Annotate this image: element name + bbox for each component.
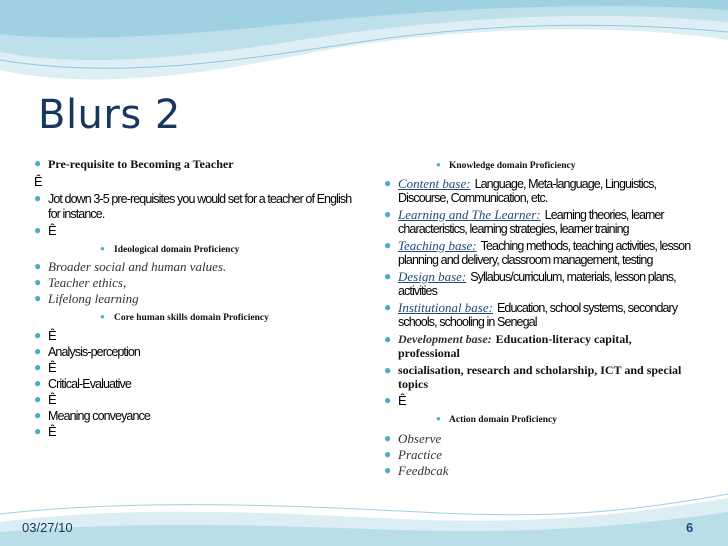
list-item: ● socialisation, research and scholarship, ICT and special topics bbox=[384, 363, 682, 391]
bullet-icon: ● bbox=[384, 269, 392, 283]
list-item: ● Lifelong learning bbox=[34, 291, 139, 306]
top-wave-decoration bbox=[0, 0, 728, 100]
slide-title: Blurs 2 bbox=[38, 92, 181, 138]
left-column bbox=[34, 156, 352, 440]
list-item: ● Ê bbox=[34, 328, 57, 343]
list-item: ● Analysis-perception bbox=[34, 344, 140, 359]
list-item: ● Pre-requisite to Becoming a Teacher bbox=[34, 156, 234, 171]
bullet-icon: ● bbox=[34, 328, 42, 342]
list-item: ● Practice bbox=[384, 447, 443, 462]
bullet-icon: ● bbox=[34, 156, 42, 170]
right-column bbox=[384, 156, 694, 479]
bullet-icon: ● bbox=[384, 363, 392, 377]
bullet-icon: ● bbox=[34, 392, 42, 406]
footer-date: 03/27/10 bbox=[22, 520, 73, 535]
bullet-icon: ● bbox=[384, 332, 392, 346]
bullet-icon: ● bbox=[34, 344, 42, 358]
bullet-icon: ● bbox=[384, 300, 392, 314]
list-item: ● Ê bbox=[34, 360, 57, 375]
bullet-icon: ● bbox=[100, 244, 105, 253]
bullet-icon: ● bbox=[384, 238, 392, 252]
bullet-icon: ● bbox=[34, 259, 42, 273]
list-item: ● Meaning conveyance bbox=[34, 408, 150, 423]
bullet-icon: ● bbox=[436, 160, 441, 169]
list-item: ● Ideological domain Proficiency bbox=[34, 240, 352, 258]
bullet-icon: ● bbox=[100, 312, 105, 321]
list-item: ● Learning and The Learner: Learning theories, learner characteristics, learning strategies, learner training bbox=[384, 207, 664, 236]
list-item: ● Institutional base: Education, school systems, secondary schools, schooling in Senegal bbox=[384, 300, 678, 329]
list-item: ● Design base: Syllabus/curriculum, materials, lesson plans, activities bbox=[384, 269, 676, 298]
list-item: ● Ê bbox=[384, 393, 407, 408]
bullet-icon: ● bbox=[34, 360, 42, 374]
bullet-icon: ● bbox=[384, 176, 392, 190]
list-item: Ê bbox=[34, 174, 43, 189]
list-item: ● Core human skills domain Proficiency bbox=[34, 308, 352, 326]
bullet-icon: ● bbox=[436, 414, 441, 423]
bullet-icon: ● bbox=[384, 393, 392, 407]
list-item: ● Ê bbox=[34, 223, 57, 238]
list-item: ● Ê bbox=[34, 424, 57, 439]
bullet-icon: ● bbox=[384, 431, 392, 445]
list-item: ● Broader social and human values. bbox=[34, 259, 227, 274]
bullet-icon: ● bbox=[34, 223, 42, 237]
list-item: ● Observe bbox=[384, 431, 442, 446]
bullet-icon: ● bbox=[34, 424, 42, 438]
page-number: 6 bbox=[686, 520, 694, 535]
list-item: ● Development base: Education-literacy capital, professional bbox=[384, 332, 632, 360]
list-item: ● Teacher ethics, bbox=[34, 275, 127, 290]
list-item: ● Ê bbox=[34, 392, 57, 407]
bullet-icon: ● bbox=[384, 463, 392, 477]
bullet-icon: ● bbox=[384, 207, 392, 221]
list-item: ● Knowledge domain Proficiency bbox=[384, 156, 694, 174]
bullet-icon: ● bbox=[34, 376, 42, 390]
list-item: ● Jot down 3-5 pre-requisites you would set for a teacher of English for instance. bbox=[34, 191, 352, 221]
bullet-icon: ● bbox=[34, 291, 42, 305]
bullet-icon: ● bbox=[34, 408, 42, 422]
bullet-icon: ● bbox=[34, 275, 42, 289]
bullet-icon: ● bbox=[34, 191, 42, 205]
bullet-icon: ● bbox=[384, 447, 392, 461]
list-item: ● Critical-Evaluative bbox=[34, 376, 131, 391]
list-item: ● Action domain Proficiency bbox=[384, 410, 694, 428]
bottom-wave-decoration bbox=[0, 492, 728, 546]
list-item: ● Feedbcak bbox=[384, 463, 449, 478]
list-item: ● Content base: Language, Meta-language, Linguistics, Discourse, Communication, etc. bbox=[384, 176, 657, 205]
list-item: ● Teaching base: Teaching methods, teaching activities, lesson planning and delivery, classroom management, testing bbox=[384, 238, 691, 267]
